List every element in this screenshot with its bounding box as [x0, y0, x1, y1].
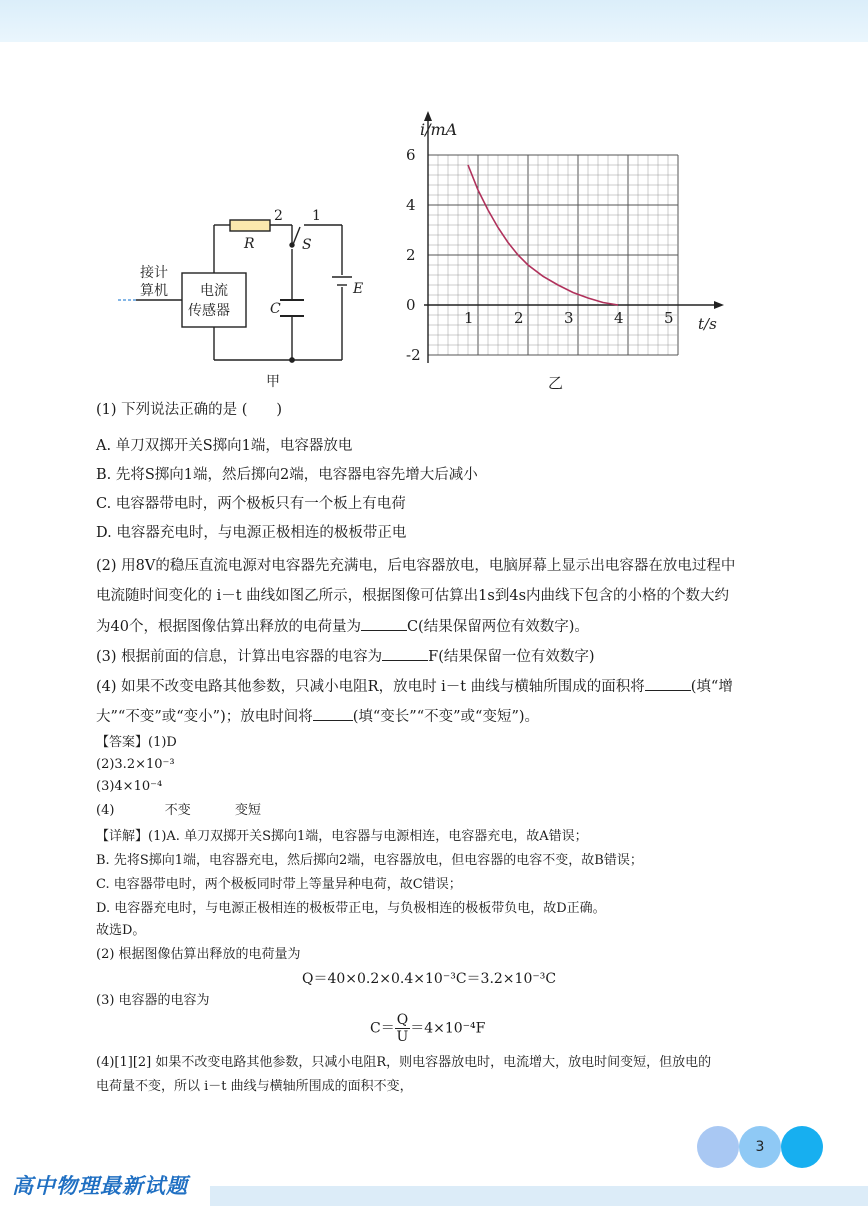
question-2-line-1: (2) 用8V的稳压直流电源对电容器先充满电，后电容器放电，电脑屏幕上显示出电容器在放电过程中	[96, 558, 736, 574]
explanation-3: C. 电容器带电时，两个极板同时带上等量异种电荷，故C错误；	[96, 877, 462, 892]
explanation-9: 电荷量不变，所以 i－t 曲线与横轴所围成的面积不变，	[96, 1079, 413, 1094]
answer-blank[interactable]	[645, 676, 691, 691]
terminal-1: 1	[312, 208, 321, 224]
x-tick-label: 4	[614, 309, 624, 327]
question-3	[96, 646, 595, 667]
question-2-line-3	[96, 616, 589, 637]
explanation-7: (3) 电容器的电容为	[96, 993, 210, 1008]
y-tick-label: 6	[406, 146, 416, 164]
sensor-label-2: 传感器	[188, 303, 230, 319]
x-tick-label: 3	[564, 309, 574, 327]
option-b: B. 先将S掷向1端，然后掷向2端，电容器电容先增大后减小	[96, 467, 478, 483]
current-time-chart	[406, 111, 724, 364]
y-axis-label: i/mA	[420, 120, 458, 139]
explanation-6: (2) 根据图像估算出释放的电荷量为	[96, 947, 301, 962]
top-banner	[0, 0, 868, 42]
explanation-4: D. 电容器充电时，与电源正极相连的极板带正电，与负极相连的极板带负电，故D正确。	[96, 901, 606, 916]
switch-blade	[292, 227, 300, 247]
x-tick-label: 2	[514, 309, 524, 327]
q2-text-b: C(结果保留两位有效数字)。	[406, 619, 589, 635]
explanation-2: B. 先将S掷向1端，电容器充电，然后掷向2端，电容器放电，但电容器的电容不变，故B错误；	[96, 853, 643, 868]
q2-text-a: 为40个，根据图像估算出释放的电荷量为	[96, 619, 361, 635]
decor-circle	[781, 1126, 823, 1168]
switch-label: S	[302, 237, 312, 253]
circuit-caption: 甲	[266, 374, 280, 390]
formula-rhs: ＝4×10⁻⁴F	[410, 1020, 486, 1037]
resistor	[230, 220, 270, 231]
option-c: C. 电容器带电时，两个极板只有一个板上有电荷	[96, 496, 406, 512]
y-tick-label: -2	[406, 346, 421, 364]
question-2-line-2: 电流随时间变化的 i－t 曲线如图乙所示，根据图像可估算出1s到4s内曲线下包含的小格的个数大约	[96, 588, 730, 604]
fraction	[395, 1012, 410, 1045]
q3-text-a: (3) 根据前面的信息，计算出电容器的电容为	[96, 649, 383, 665]
capacitor-label: C	[270, 301, 281, 317]
sensor-label-1: 电流	[200, 283, 228, 299]
q4-text-b: (填“增	[690, 679, 733, 695]
answer-4	[96, 802, 261, 820]
q4-text-a: (4) 如果不改变电路其他参数，只减小电阻R，放电时 i－t 曲线与横轴所围成的面积将	[96, 679, 645, 695]
answer-4-time: 变短	[235, 803, 262, 818]
page-number: 3	[755, 1139, 765, 1155]
option-a: A. 单刀双掷开关S掷向1端，电容器放电	[96, 438, 353, 454]
graph-caption: 乙	[548, 374, 564, 392]
terminal-2: 2	[274, 208, 283, 224]
question-4-line-1	[96, 676, 733, 697]
y-tick-label: 4	[406, 196, 416, 214]
answer-blank[interactable]	[382, 646, 428, 661]
explanation-5: 故选D。	[96, 923, 146, 938]
answer-heading: 【答案】(1)D	[96, 735, 177, 750]
x-axis-arrow	[714, 301, 724, 309]
decor-circle	[697, 1126, 739, 1168]
explanation-1: 【详解】(1)A. 单刀双掷开关S掷向1端，电容器与电源相连，电容器充电，故A错误；	[96, 829, 588, 844]
y-tick-label: 0	[406, 296, 416, 314]
answer-blank[interactable]	[361, 616, 407, 631]
x-axis-label: t/s	[698, 315, 717, 333]
explanation-8: (4)[1][2] 如果不改变电路其他参数，只减小电阻R，则电容器放电时，电流增大，放电时间变短，但放电的	[96, 1055, 712, 1070]
resistor-label: R	[244, 236, 255, 252]
question-4-line-2	[96, 706, 539, 727]
x-tick-label: 5	[664, 309, 674, 327]
formula-lhs: C＝	[370, 1020, 395, 1037]
label-jie: 接计	[140, 265, 168, 281]
q3-text-b: F(结果保留一位有效数字)	[428, 649, 595, 665]
answer-2: (2)3.2×10⁻³	[96, 757, 175, 772]
fraction-numerator: Q	[396, 1012, 409, 1028]
q4-text-d: (填“变长”“不变”或“变短”)。	[352, 709, 540, 725]
answer-4-number: (4)	[96, 803, 115, 818]
answer-3: (3)4×10⁻⁴	[96, 779, 163, 794]
emf-label: E	[353, 281, 364, 297]
q4-text-c: 大”“不变”或“变小”)；放电时间将	[96, 709, 313, 725]
footer-band	[210, 1186, 868, 1206]
brand-logo: 高中物理最新试题	[12, 1174, 188, 1198]
option-d: D. 电容器充电时，与电源正极相连的极板带正电	[96, 525, 407, 541]
x-tick-label: 1	[464, 309, 474, 327]
label-computer: 算机	[140, 283, 168, 299]
fraction-denominator: U	[396, 1029, 409, 1045]
formula-capacitance	[370, 1012, 485, 1045]
question-1: (1) 下列说法正确的是 ( )	[96, 402, 283, 418]
answer-4-area: 不变	[164, 803, 191, 818]
answer-blank[interactable]	[313, 706, 353, 721]
formula-charge: Q＝40×0.2×0.4×10⁻³C＝3.2×10⁻³C	[302, 971, 557, 987]
y-tick-label: 2	[406, 246, 416, 264]
figure	[110, 105, 730, 395]
